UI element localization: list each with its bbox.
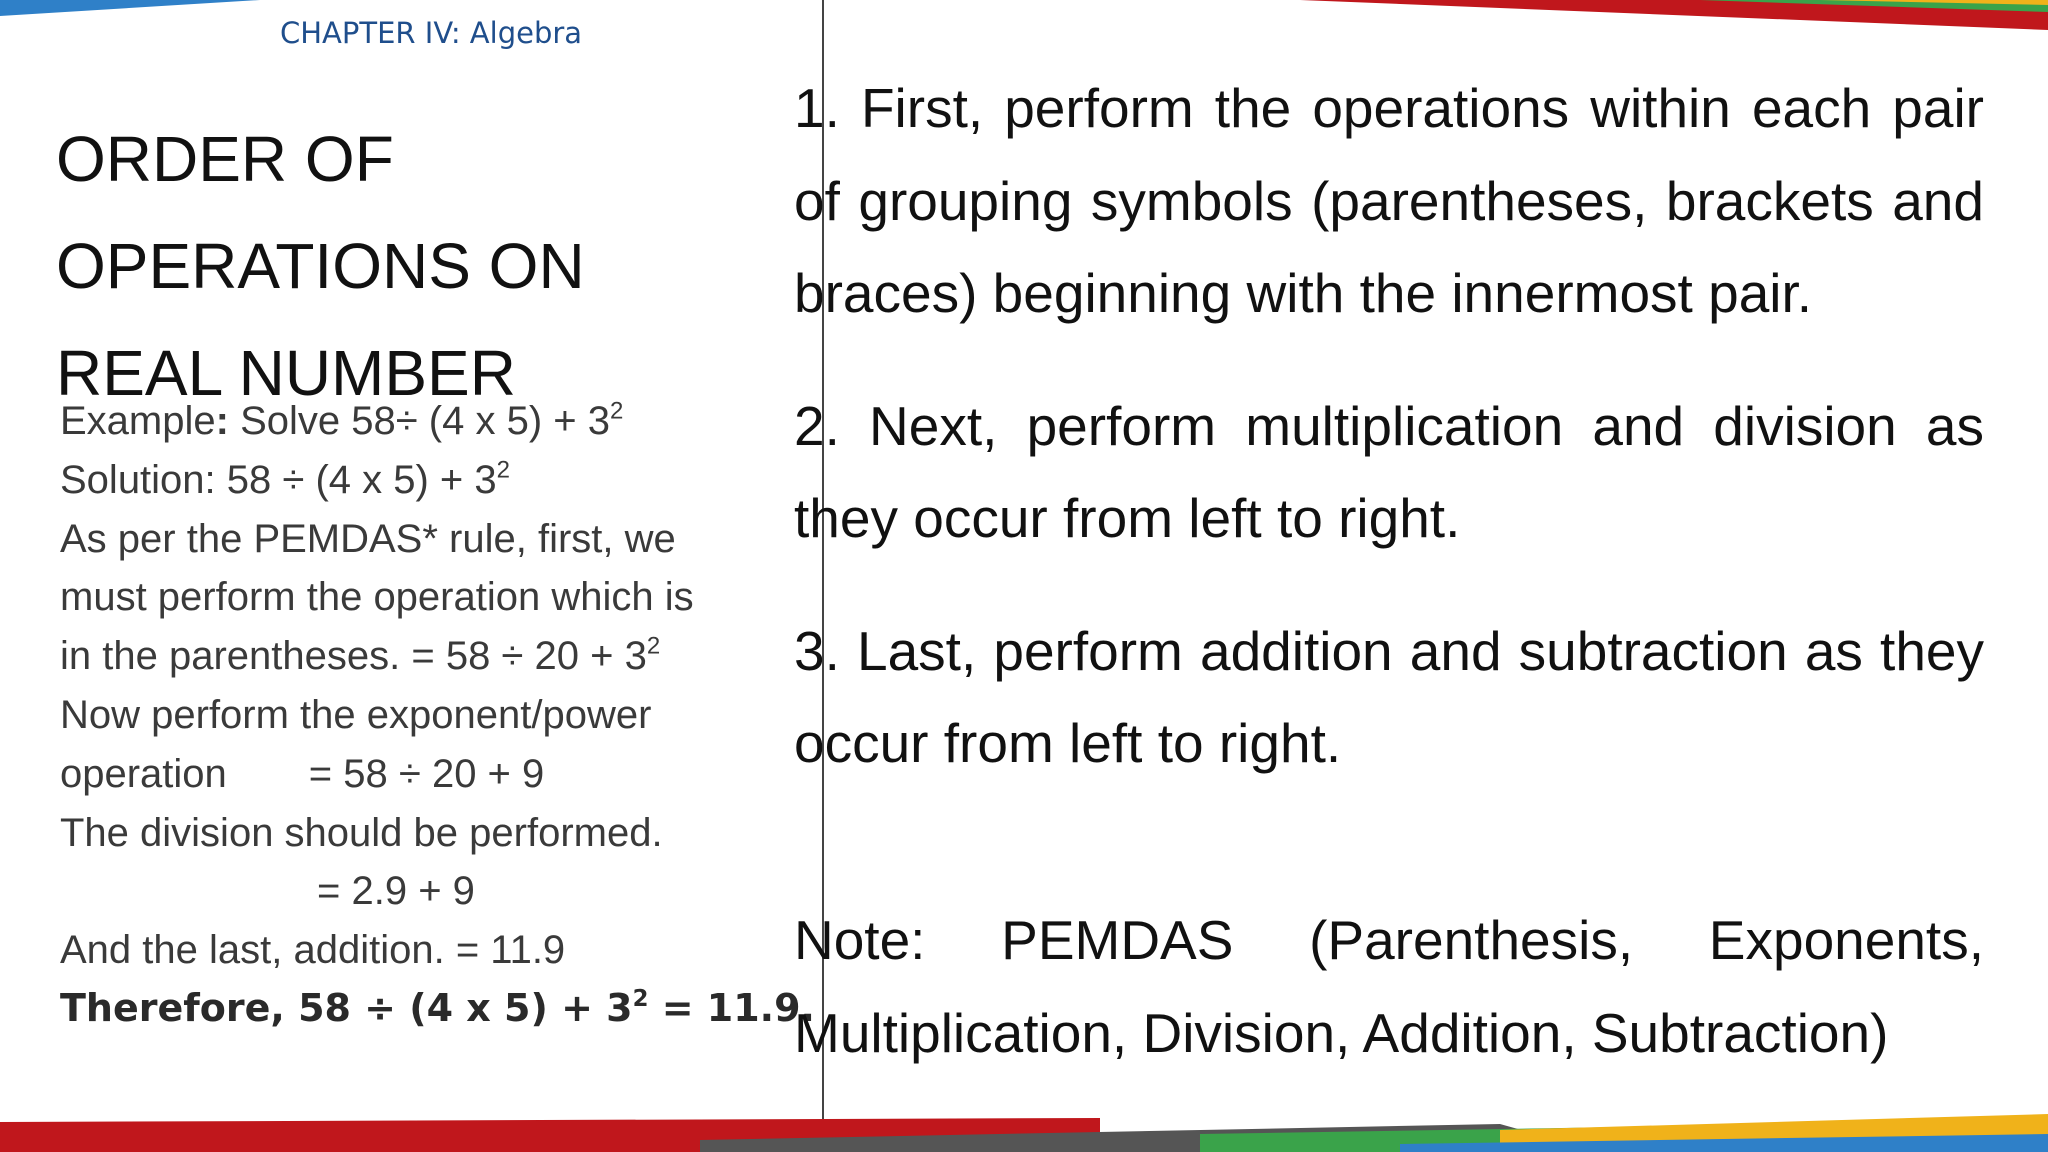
- addition-step: And the last, addition. = 11.9: [60, 928, 566, 973]
- example-text-line: [60, 627, 760, 686]
- exponent-superscript: 2: [496, 456, 511, 484]
- title-line-3: REAL NUMBER: [56, 337, 516, 409]
- exponent-superscript: 2: [610, 397, 624, 425]
- rule-step-3: 3. Last, perform addition and subtraction as they occur from left to right.: [794, 619, 1984, 774]
- solution-expression: 58 ÷ (4 x 5) + 3: [215, 457, 497, 502]
- example-expression: Solve 58÷ (4 x 5) + 3: [228, 399, 610, 443]
- rules-list: [794, 62, 1984, 1064]
- example-colon: :: [215, 399, 229, 443]
- exponent-result: = 58 ÷ 20 + 9: [308, 751, 545, 796]
- solution-line: [60, 451, 760, 510]
- solution-label: Solution:: [60, 457, 216, 502]
- example-label: Example: [60, 399, 216, 443]
- division-result: = 2.9 + 9: [317, 869, 475, 914]
- example-text-line: As per the PEMDAS* rule, first, we: [60, 516, 676, 561]
- parentheses-step: in the parentheses. = 58 ÷ 20 + 3: [60, 634, 647, 679]
- rule-step-2: 2. Next, perform multiplication and division as they occur from left to right.: [794, 394, 1984, 549]
- chapter-header: CHAPTER IV: Algebra: [280, 16, 583, 50]
- title-line-1: ORDER OF: [56, 123, 394, 195]
- rule-step-1: 1. First, perform the operations within each pair of grouping symbols (parentheses, brackets and braces) beginning with the innermost pair.: [794, 77, 1984, 324]
- conclusion-result: = 11.9.: [648, 985, 815, 1030]
- example-text-line: The division should be performed.: [60, 810, 663, 855]
- operation-word: operation: [60, 751, 227, 796]
- conclusion-expression: Therefore, 58 ÷ (4 x 5) + 3: [60, 985, 633, 1030]
- slide-title: [56, 106, 796, 427]
- exponent-step: [60, 745, 760, 804]
- example-text-line: must perform the operation which is: [60, 575, 694, 620]
- worked-example: [60, 392, 815, 1036]
- pemdas-note: Note: PEMDAS (Parenthesis, Exponents, Multiplication, Division, Addition, Subtraction): [794, 909, 1984, 1064]
- bottom-decorative-stripe: [0, 1110, 2048, 1152]
- example-text-line: Now perform the exponent/power: [60, 692, 652, 737]
- exponent-superscript: 2: [632, 986, 649, 1013]
- conclusion-line: [60, 980, 815, 1036]
- title-line-2: OPERATIONS ON: [56, 230, 585, 302]
- exponent-superscript: 2: [646, 632, 661, 660]
- example-prompt: [60, 392, 760, 451]
